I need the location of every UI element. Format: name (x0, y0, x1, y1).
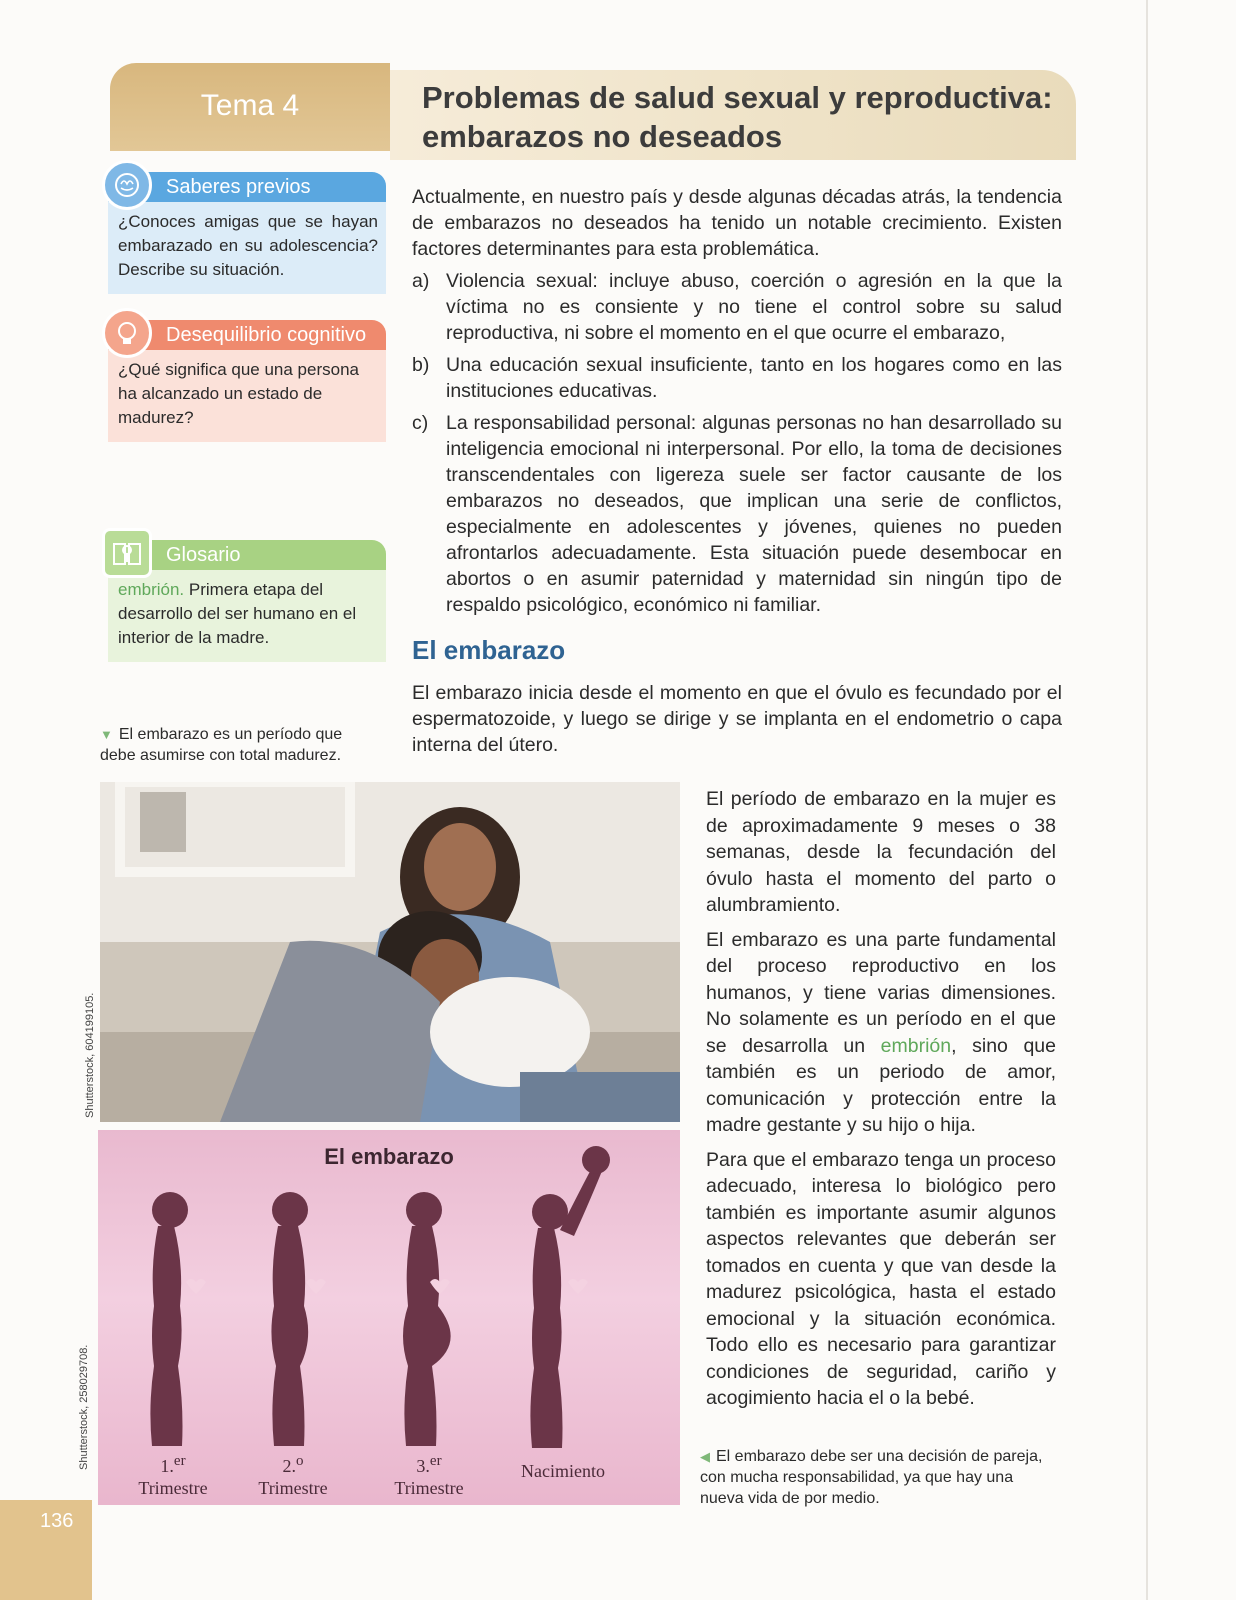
lightbulb-icon (102, 308, 152, 358)
list-item (412, 268, 1062, 346)
saberes-previos-header (108, 172, 386, 202)
title-bar (390, 70, 1076, 160)
infographic-title: El embarazo (324, 1144, 454, 1169)
glosario-header (108, 540, 386, 570)
saberes-previos-text: ¿Conoces amigas que se hayan embarazado en su adolescencia? Describe su situación. (108, 202, 386, 294)
glosario-term: embrión. (118, 580, 185, 599)
embrion-term: embrión (880, 1034, 952, 1057)
tema-label: Tema 4 (200, 89, 300, 122)
desequilibrio-cognitivo-text: ¿Qué significa que una persona ha alcanzado un estado de madurez? (108, 350, 386, 442)
stage-suffix: er (173, 1453, 186, 1469)
page-edge (1146, 0, 1148, 1600)
stage-label (238, 1450, 348, 1499)
section-intro: El embarazo inicia desde el momento en que el óvulo es fecundado por el espermatozoide, y luego se dirige y se implanta en el endometrio o capa interna del útero. (412, 682, 1062, 756)
photo-caption-text: El embarazo es un período que debe asumirse con total madurez. (100, 726, 343, 764)
right-column (706, 786, 1056, 1420)
stage-label (118, 1450, 228, 1499)
photo-caption (100, 724, 370, 766)
book-icon (102, 528, 152, 578)
desequilibrio-cognitivo-title: Desequilibrio cognitivo (166, 324, 367, 346)
desequilibrio-cognitivo-header (108, 320, 386, 350)
stage-name: Nacimiento (521, 1461, 605, 1481)
infographic-caption (700, 1446, 1050, 1509)
right-paragraph-2-a: El embarazo es una parte fundamental del proceso reproductivo en los humanos, y tiene varias dimensiones. No solamente es un período en el que se desarrolla un (706, 928, 1056, 1057)
stage-number: 3. (416, 1456, 430, 1476)
intro-paragraph: Actualmente, en nuestro país y desde algunas décadas atrás, la tendencia de embarazos no deseados ha tenido un notable crecimiento. Existen factores determinantes para esta problemática. (412, 186, 1062, 260)
infographic-caption-text: El embarazo debe ser una decisión de pareja, con mucha responsabilidad, ya que hay una nueva vida de por medio. (700, 1448, 1043, 1507)
triangle-down-icon: ▼ (100, 727, 113, 742)
glosario-box (108, 540, 386, 662)
photo-credit: Shutterstock, 604199105. (84, 992, 96, 1118)
main-text (412, 184, 1062, 624)
brain-icon (102, 160, 152, 210)
pregnancy-infographic (98, 1130, 680, 1505)
stage-number: 1. (160, 1456, 174, 1476)
factor-list (412, 268, 1062, 618)
couple-photo (100, 782, 680, 1122)
triangle-left-icon: ◀ (700, 1449, 710, 1464)
stage-suffix: er (429, 1453, 442, 1469)
tema-tab (110, 63, 390, 151)
right-paragraph-1: El período de embarazo en la mujer es de aproximadamente 9 meses o 38 semanas, desde la fecundación del óvulo hasta el momento del parto o alumbramiento. (706, 788, 1056, 916)
title-line-2: embarazos no deseados (422, 119, 783, 154)
section-title: El embarazo (412, 635, 566, 665)
glosario-title: Glosario (166, 544, 241, 566)
list-item (412, 410, 1062, 618)
saberes-previos-box (108, 172, 386, 294)
stage-name: Trimestre (394, 1478, 464, 1498)
list-item-text: Una educación sexual insuficiente, tanto en los hogares como en las instituciones educativas. (446, 354, 1062, 402)
right-paragraph-2-b: , sino que también es un periodo de amor, comunicación y protección entre la madre gestante y su hijo o hija. (706, 1034, 1056, 1136)
list-item (412, 352, 1062, 404)
right-paragraph-3: Para que el embarazo tenga un proceso adecuado, interesa lo biológico pero también es importante asumir algunos aspectos relevantes que deberán ser tomados en cuenta y que van desde la madurez psicológica, hasta el estado emocional y la situación económica. Todo ello es necesario para garantizar condiciones de seguridad, cariño y acogimiento hacia el o la bebé. (706, 1148, 1056, 1409)
title-line-1: Problemas de salud sexual y reproductiva: (422, 80, 1053, 115)
page-number: 136 (40, 1510, 74, 1532)
page-title (422, 78, 1053, 156)
glosario-definition: Primera etapa del desarrollo del ser humano en el interior de la madre. (118, 580, 357, 647)
page-number-block (0, 1500, 92, 1600)
list-marker: c) (412, 412, 429, 434)
stage-label (374, 1450, 484, 1499)
right-paragraph-2 (706, 927, 1056, 1139)
list-marker: a) (412, 270, 430, 292)
infographic-credit: Shutterstock, 258029708. (78, 1344, 90, 1470)
saberes-previos-title: Saberes previos (166, 176, 311, 198)
stage-name: Trimestre (138, 1478, 208, 1498)
stage-number: 2. (282, 1456, 296, 1476)
stage-suffix: o (296, 1453, 304, 1469)
list-item-text: Violencia sexual: incluye abuso, coerción o agresión en la que la víctima no es consiente y no tiene el control sobre su salud reproductiva, ni sobre el momento en el que ocurre el embarazo, (446, 270, 1062, 344)
stage-name: Trimestre (258, 1478, 328, 1498)
stage-label (508, 1460, 618, 1482)
desequilibrio-cognitivo-box (108, 320, 386, 442)
list-item-text: La responsabilidad personal: algunas personas no han desarrollado su inteligencia emocional ni interpersonal. Por ello, la toma de decisiones transcendentales con ligereza suele ser factor causante de los embarazos no deseados, que implican una serie de conflictos, especialmente en adolescentes y jóvenes, quienes no pueden afrontarlos adecuadamente. Esta situación puede desembocar en abortos o en asumir paternidad y maternidad sin ningún tipo de respaldo psicológico, económico ni familiar. (446, 412, 1062, 616)
list-marker: b) (412, 354, 430, 376)
glosario-text (108, 570, 386, 662)
